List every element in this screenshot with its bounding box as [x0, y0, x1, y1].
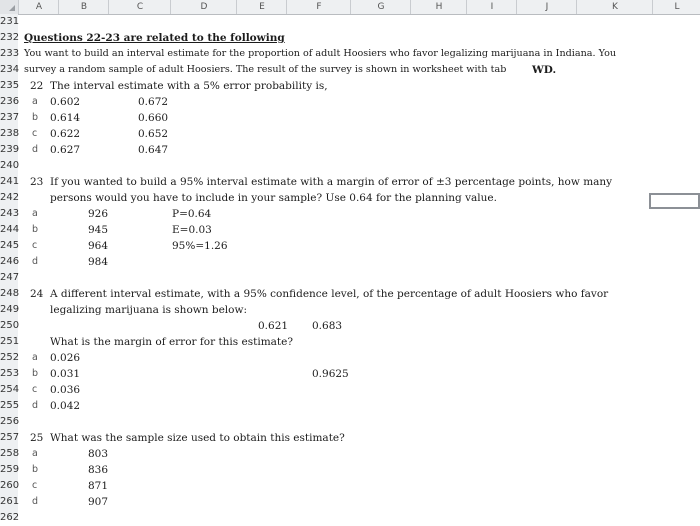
- cell-text[interactable]: You want to build an interval estimate for the proportion of adult Hoosiers who favor legalizing marijuana in Indiana. You: [24, 48, 617, 59]
- option-letter[interactable]: a: [32, 352, 38, 363]
- sheet-row: [0, 494, 700, 510]
- row-number[interactable]: 237: [0, 112, 20, 123]
- sheet-row: [0, 254, 700, 270]
- row-number[interactable]: 252: [0, 352, 20, 363]
- cell-text[interactable]: P=0.64: [172, 208, 212, 220]
- row-number[interactable]: 246: [0, 256, 20, 267]
- sheet-row: [0, 126, 700, 142]
- row-number[interactable]: 242: [0, 192, 20, 203]
- cell-text[interactable]: 945: [88, 224, 109, 236]
- row-number[interactable]: 253: [0, 368, 20, 379]
- sheet-row: [0, 110, 700, 126]
- cell-text[interactable]: 0.652: [138, 128, 169, 140]
- cell-text[interactable]: 0.602: [50, 96, 81, 108]
- cell-text[interactable]: persons would you have to include in your sample? Use 0.64 for the planning value.: [50, 192, 497, 204]
- sheet-row: [0, 238, 700, 254]
- cell-text[interactable]: If you wanted to build a 95% interval estimate with a margin of error of ±3 percentage points, how many: [50, 176, 613, 188]
- sheet-row: [0, 142, 700, 158]
- sheet-row: [0, 398, 700, 414]
- column-header-f[interactable]: F: [286, 0, 351, 14]
- option-letter[interactable]: b: [32, 112, 39, 123]
- sheet-row: [0, 334, 700, 350]
- column-header-g[interactable]: G: [350, 0, 411, 14]
- sheet-row: [0, 366, 700, 382]
- question-number[interactable]: 22: [30, 80, 44, 92]
- row-number[interactable]: 254: [0, 384, 20, 395]
- cell-text[interactable]: 926: [88, 208, 109, 220]
- sheet-row: [0, 302, 700, 318]
- sheet-row: [0, 62, 700, 78]
- cell-text[interactable]: 0.9625: [312, 368, 349, 380]
- sheet-row: [0, 14, 700, 30]
- option-letter[interactable]: c: [32, 384, 38, 395]
- sheet-row: [0, 462, 700, 478]
- column-header-h[interactable]: H: [410, 0, 467, 14]
- column-header-b[interactable]: B: [58, 0, 109, 14]
- sheet-row: [0, 270, 700, 286]
- sheet-row: [0, 206, 700, 222]
- cell-text[interactable]: 0.031: [50, 368, 81, 380]
- cell-text[interactable]: 0.627: [50, 144, 81, 156]
- option-letter[interactable]: d: [32, 496, 39, 507]
- cell-text[interactable]: survey a random sample of adult Hoosiers. The result of the survey is shown in worksheet with tab: [24, 64, 507, 75]
- cell-text[interactable]: 0.683: [312, 320, 343, 332]
- sheet-row: [0, 30, 700, 46]
- option-letter[interactable]: b: [32, 368, 39, 379]
- row-number[interactable]: 240: [0, 160, 20, 171]
- option-letter[interactable]: d: [32, 400, 39, 411]
- sheet-row: [0, 478, 700, 494]
- question-number[interactable]: 23: [30, 176, 44, 188]
- row-number[interactable]: 255: [0, 400, 20, 411]
- row-number[interactable]: 250: [0, 320, 20, 331]
- cell-text[interactable]: 0.622: [50, 128, 81, 140]
- question-number[interactable]: 25: [30, 432, 44, 444]
- cell-text[interactable]: 964: [88, 240, 109, 252]
- column-header-i[interactable]: I: [466, 0, 517, 14]
- column-header-bar: [0, 0, 700, 15]
- row-number[interactable]: 232: [0, 32, 20, 43]
- cell-text[interactable]: legalizing marijuana is shown below:: [50, 304, 247, 316]
- row-number[interactable]: 244: [0, 224, 20, 235]
- question-number[interactable]: 24: [30, 288, 44, 300]
- row-number[interactable]: 236: [0, 96, 20, 107]
- column-header-c[interactable]: C: [108, 0, 171, 14]
- cell-text[interactable]: WD.: [532, 64, 557, 76]
- option-letter[interactable]: b: [32, 224, 39, 235]
- column-header-j[interactable]: J: [516, 0, 577, 14]
- sheet-row: [0, 446, 700, 462]
- row-number[interactable]: 233: [0, 48, 20, 59]
- row-number[interactable]: 239: [0, 144, 20, 155]
- option-letter[interactable]: d: [32, 144, 39, 155]
- option-letter[interactable]: c: [32, 240, 38, 251]
- row-number[interactable]: 249: [0, 304, 20, 315]
- row-number[interactable]: 243: [0, 208, 20, 219]
- row-number[interactable]: 235: [0, 80, 20, 91]
- cell-text[interactable]: E=0.03: [172, 224, 212, 236]
- sheet-row: [0, 190, 700, 206]
- sheet-row: [0, 222, 700, 238]
- option-letter[interactable]: c: [32, 128, 38, 139]
- sheet-row: [0, 286, 700, 302]
- sheet-row: [0, 382, 700, 398]
- cell-text[interactable]: What was the sample size used to obtain this estimate?: [50, 432, 345, 444]
- row-number[interactable]: 261: [0, 496, 20, 507]
- sheet-row: [0, 94, 700, 110]
- sheet-row: [0, 414, 700, 430]
- cell-text[interactable]: 0.660: [138, 112, 169, 124]
- cell-text[interactable]: What is the margin of error for this estimate?: [50, 336, 293, 348]
- column-header-d[interactable]: D: [170, 0, 237, 14]
- cell-text[interactable]: 803: [88, 448, 109, 460]
- sheet-row: [0, 318, 700, 334]
- row-number[interactable]: 248: [0, 288, 20, 299]
- row-number[interactable]: 234: [0, 64, 20, 75]
- cell-text[interactable]: A different interval estimate, with a 95% confidence level, of the percentage of adult Hoosiers who favor: [50, 288, 609, 300]
- sheet-row: [0, 510, 700, 526]
- option-letter[interactable]: d: [32, 256, 39, 267]
- row-number[interactable]: 258: [0, 448, 20, 459]
- cell-text[interactable]: 0.672: [138, 96, 169, 108]
- row-number[interactable]: 245: [0, 240, 20, 251]
- sheet-row: [0, 158, 700, 174]
- row-number[interactable]: 241: [0, 176, 20, 187]
- column-header-k[interactable]: K: [576, 0, 653, 14]
- sheet-row: [0, 350, 700, 366]
- cell-text[interactable]: 907: [88, 496, 109, 508]
- row-number[interactable]: 260: [0, 480, 20, 491]
- sheet-row: [0, 46, 700, 62]
- cell-text[interactable]: 0.036: [50, 384, 81, 396]
- row-number[interactable]: 238: [0, 128, 20, 139]
- option-letter[interactable]: c: [32, 480, 38, 491]
- cell-text[interactable]: 0.026: [50, 352, 81, 364]
- column-header-e[interactable]: E: [236, 0, 287, 14]
- cell-text[interactable]: Questions 22-23 are related to the following: [24, 32, 285, 44]
- row-number[interactable]: 251: [0, 336, 20, 347]
- row-number[interactable]: 262: [0, 512, 20, 523]
- option-letter[interactable]: b: [32, 464, 39, 475]
- option-letter[interactable]: a: [32, 208, 38, 219]
- sheet-row: [0, 78, 700, 94]
- sheet-row: [0, 430, 700, 446]
- option-letter[interactable]: a: [32, 448, 38, 459]
- row-number[interactable]: 231: [0, 16, 20, 27]
- cell-text[interactable]: 871: [88, 480, 109, 492]
- select-all-corner[interactable]: [0, 0, 18, 14]
- cell-text[interactable]: The interval estimate with a 5% error probability is,: [50, 80, 328, 92]
- option-letter[interactable]: a: [32, 96, 38, 107]
- cell-text[interactable]: 0.042: [50, 400, 81, 412]
- row-number[interactable]: 256: [0, 416, 20, 427]
- row-number[interactable]: 257: [0, 432, 20, 443]
- cell-text[interactable]: 95%=1.26: [172, 240, 228, 252]
- sheet-row: [0, 174, 700, 190]
- cell-text[interactable]: 0.621: [258, 320, 289, 332]
- cell-text[interactable]: 836: [88, 464, 109, 476]
- row-number[interactable]: 259: [0, 464, 20, 475]
- column-header-a[interactable]: A: [18, 0, 59, 14]
- cell-text[interactable]: 984: [88, 256, 109, 268]
- column-header-l[interactable]: L: [652, 0, 700, 14]
- cell-text[interactable]: 0.614: [50, 112, 81, 124]
- row-number[interactable]: 247: [0, 272, 20, 283]
- cell-text[interactable]: 0.647: [138, 144, 169, 156]
